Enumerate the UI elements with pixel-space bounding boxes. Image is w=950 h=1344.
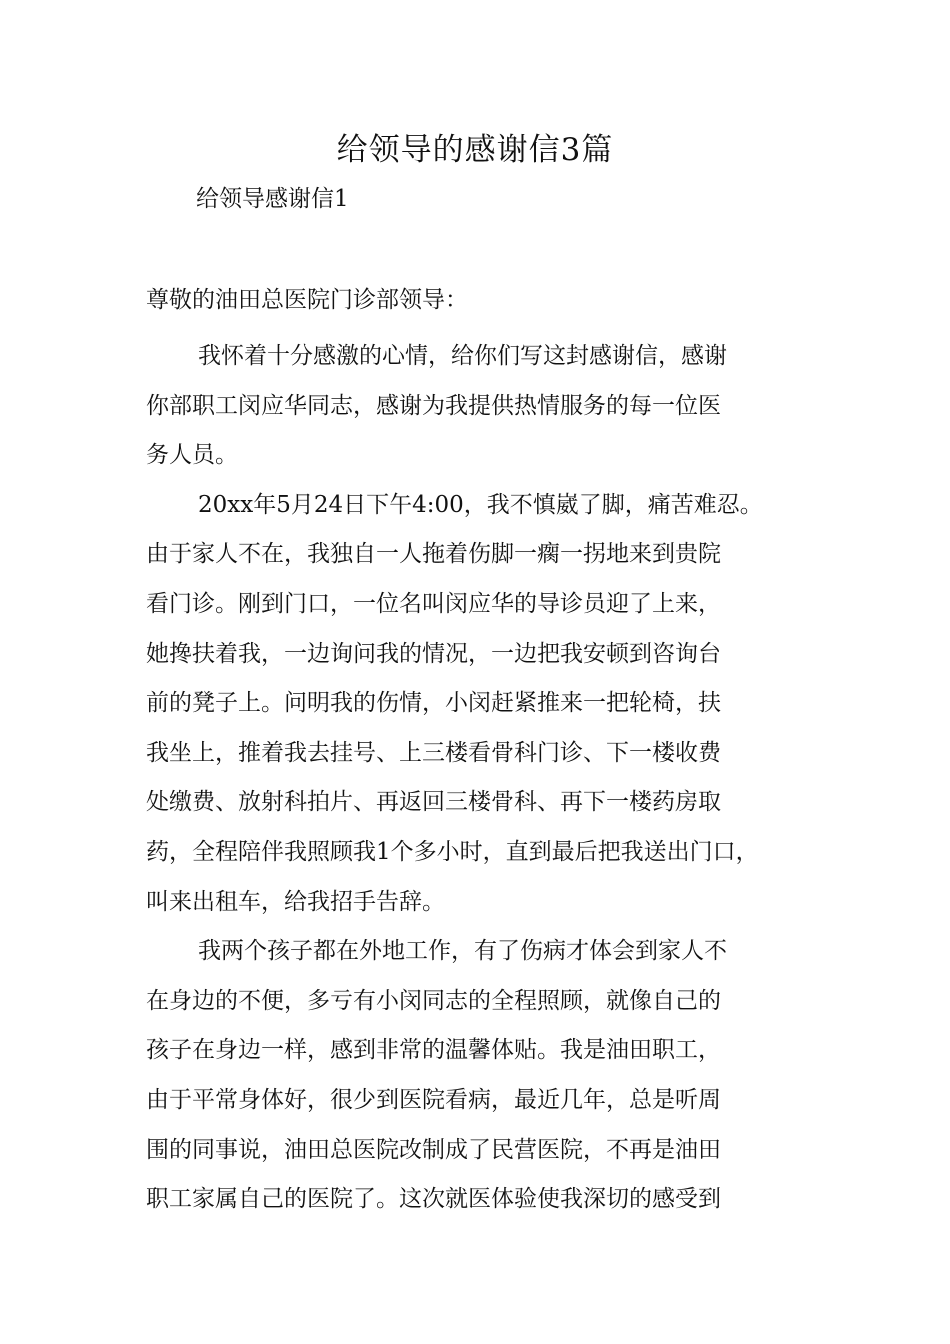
paragraph-line: 务人员。 — [146, 442, 238, 469]
paragraph-line: 20xx年5月24日下午4:00，我不慎崴了脚，痛苦难忍。 — [198, 491, 763, 518]
paragraph-1 — [146, 332, 826, 481]
paragraph-line: 孩子在身边一样，感到非常的温馨体贴。我是油田职工， — [146, 1037, 721, 1064]
paragraph-line: 叫来出租车，给我招手告辞。 — [146, 888, 445, 915]
paragraph-line: 由于平常身体好，很少到医院看病，最近几年，总是听周 — [146, 1086, 721, 1113]
letter-body — [146, 332, 826, 1225]
document-title: 给领导的感谢信3篇 — [336, 132, 614, 168]
paragraph-line: 前的凳子上。问明我的伤情，小闵赶紧推来一把轮椅，扶 — [146, 690, 721, 717]
salutation: 尊敬的油田总医院门诊部领导： — [146, 287, 468, 313]
paragraph-line: 我坐上，推着我去挂号、上三楼看骨科门诊、下一楼收费 — [146, 739, 721, 766]
paragraph-line: 我怀着十分感激的心情，给你们写这封感谢信，感谢 — [198, 343, 727, 369]
paragraph-3 — [146, 927, 826, 1225]
paragraph-line: 围的同事说，油田总医院改制成了民营医院，不再是油田 — [146, 1136, 721, 1163]
paragraph-line: 药，全程陪伴我照顾我1个多小时，直到最后把我送出门口， — [146, 838, 759, 865]
paragraph-2 — [146, 481, 826, 927]
paragraph-line: 在身边的不便，多亏有小闵同志的全程照顾，就像自己的 — [146, 987, 721, 1014]
paragraph-line: 我两个孩子都在外地工作，有了伤病才体会到家人不 — [198, 938, 727, 965]
paragraph-line: 处缴费、放射科拍片、再返回三楼骨科、再下一楼药房取 — [146, 789, 721, 816]
paragraph-line: 由于家人不在，我独自一人拖着伤脚一瘸一拐地来到贵院 — [146, 541, 721, 568]
paragraph-line: 看门诊。刚到门口，一位名叫闵应华的导诊员迎了上来， — [146, 590, 721, 617]
paragraph-line: 职工家属自己的医院了。这次就医体验使我深切的感受到 — [146, 1186, 721, 1213]
paragraph-line: 你部职工闵应华同志，感谢为我提供热情服务的每一位医 — [146, 392, 721, 419]
paragraph-line: 她搀扶着我，一边询问我的情况，一边把我安顿到咨询台 — [146, 640, 721, 667]
letter-subtitle: 给领导感谢信1 — [196, 186, 349, 212]
